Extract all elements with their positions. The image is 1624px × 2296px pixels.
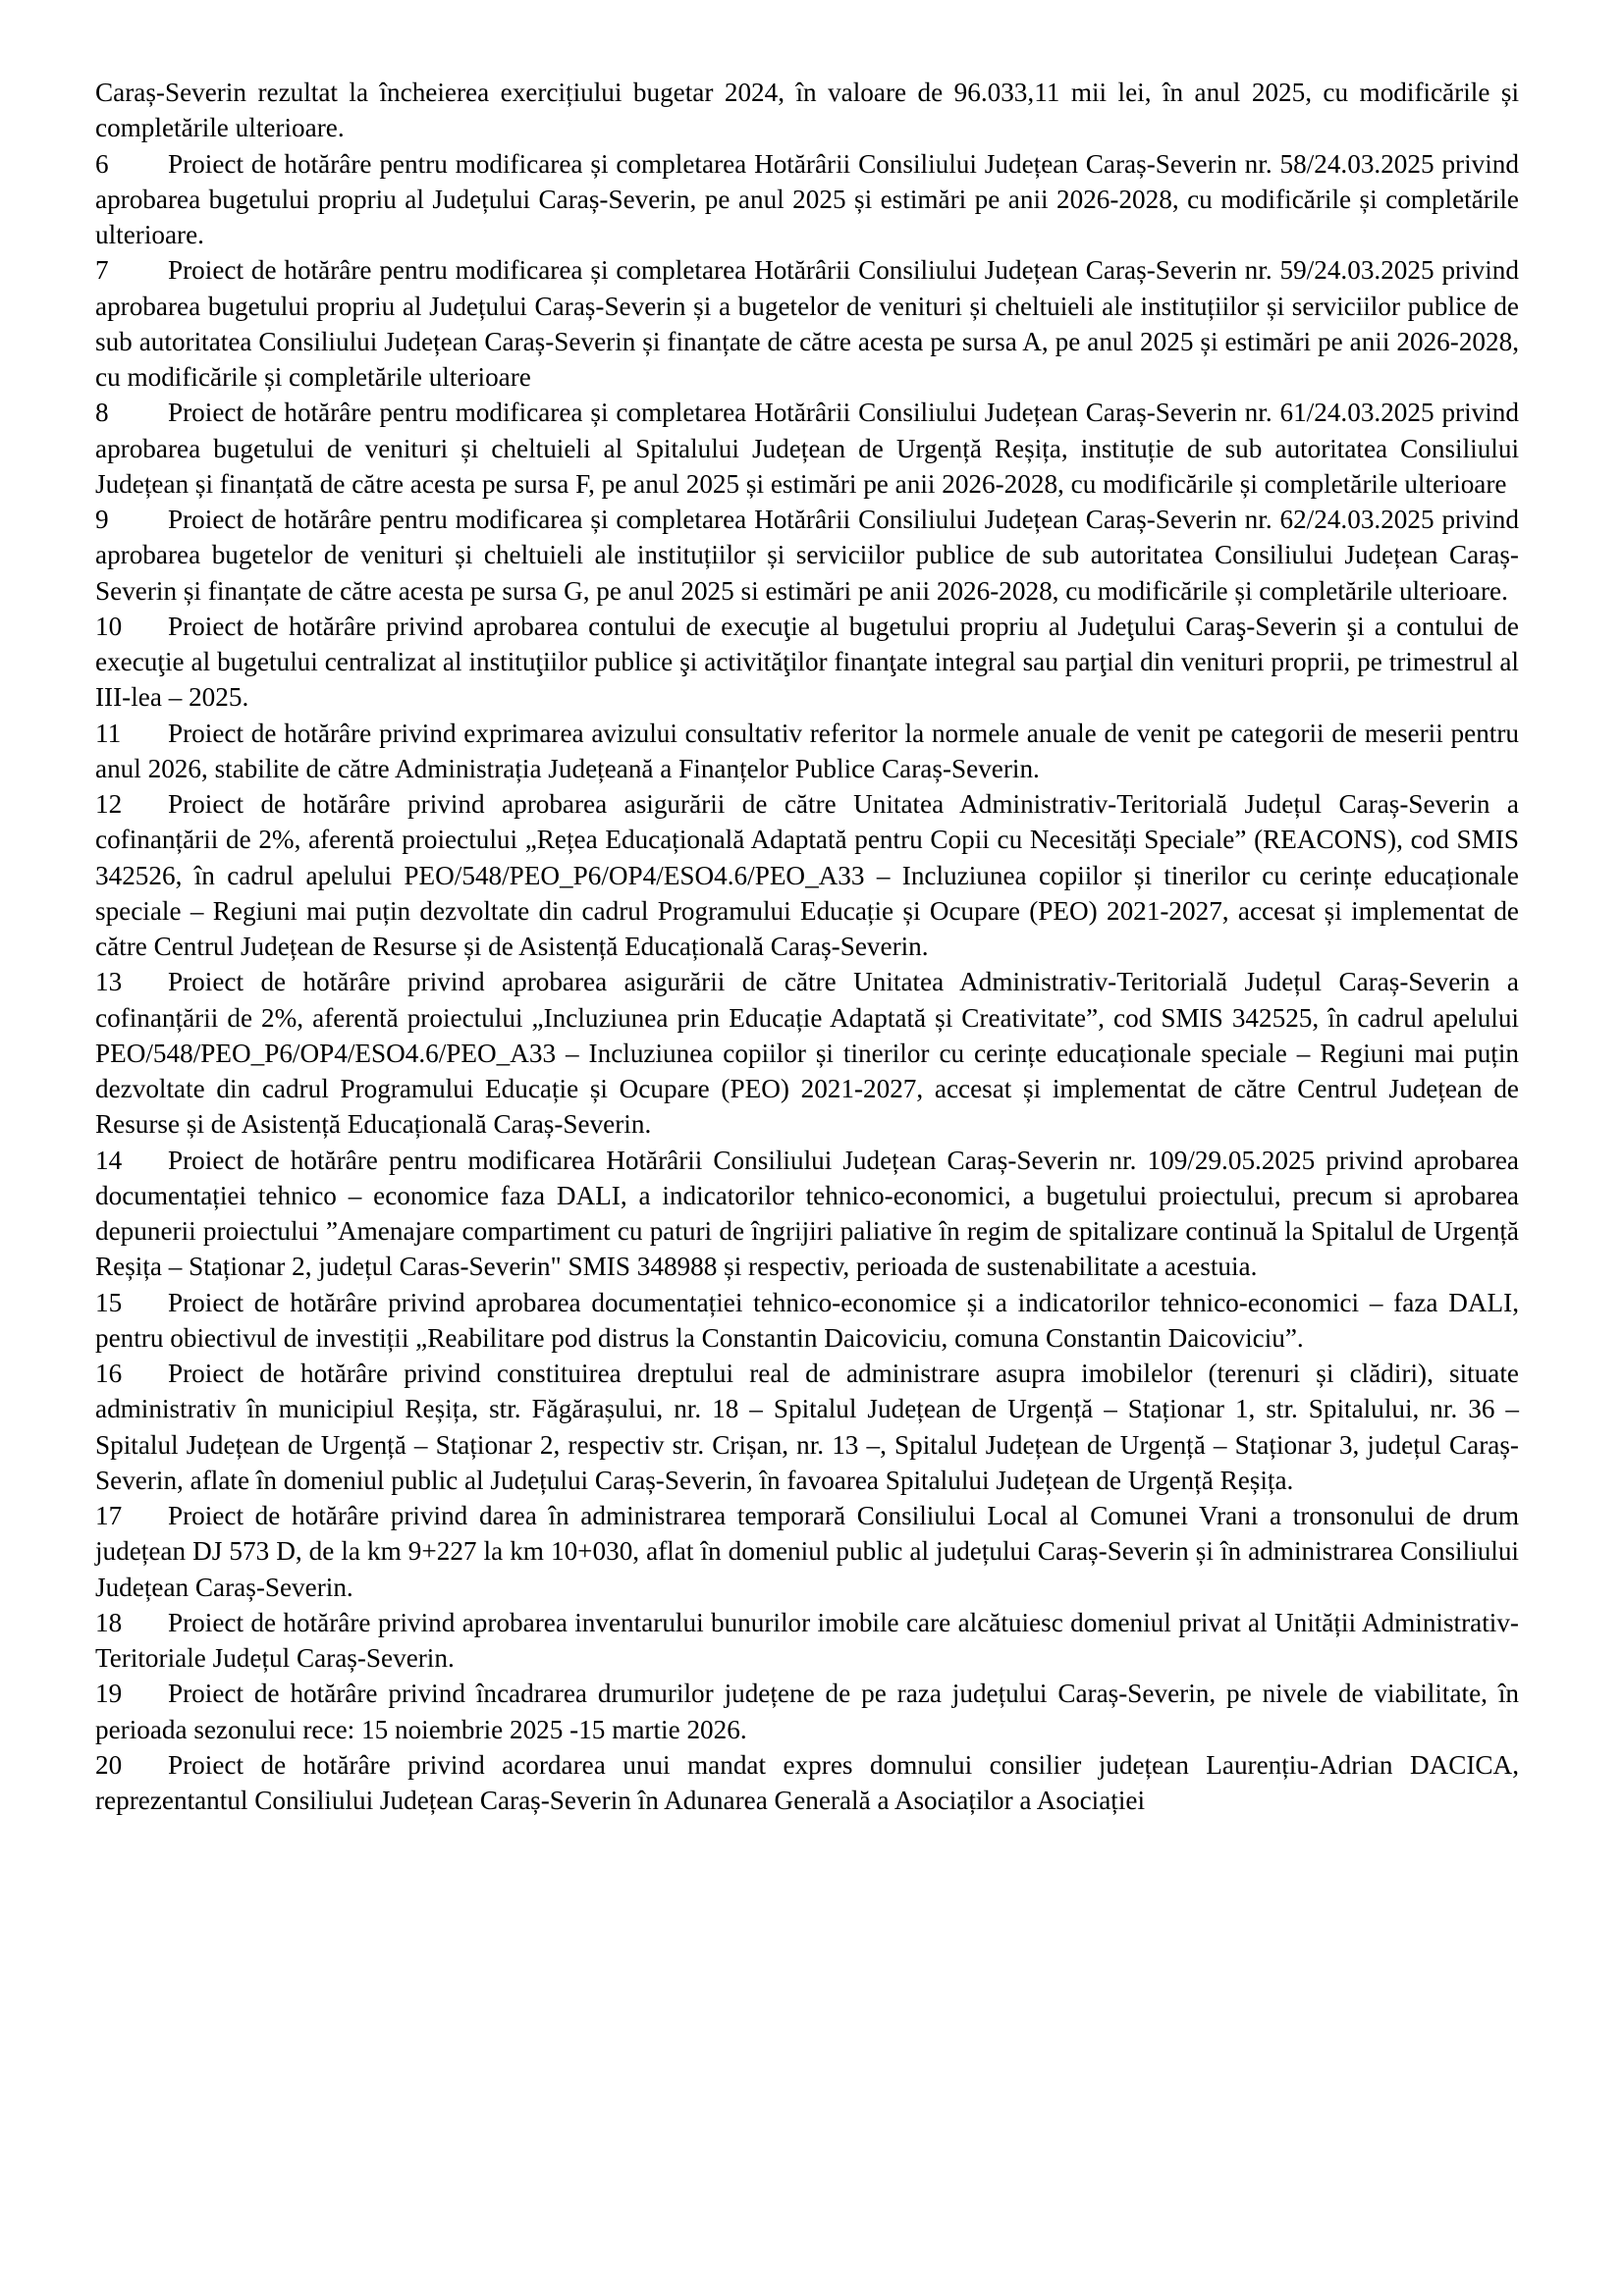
agenda-item-18: [95, 1605, 1519, 1677]
item-text: Proiect de hotărâre pentru modificarea Hotărârii Consiliului Județean Caraș-Severin nr. 109/29.05.2025 privind aprobarea documentației tehnico – economice faza DALI, a indicatorilor tehnico-economici, a bugetului proiectului, precum si aprobarea depunerii proiectului ”Amenajare compartiment cu paturi de îngrijiri paliative în regim de spitalizare continuă la Spitalul de Urgență Reșița – Staționar 2, județul Caras-Severin" SMIS 348988 și respectiv, perioada de sustenabilitate a acestuia.: [95, 1145, 1519, 1282]
agenda-item-6: [95, 146, 1519, 253]
item-number: 20: [95, 1749, 123, 1780]
agenda-item-10: [95, 609, 1519, 716]
agenda-item-13: [95, 964, 1519, 1142]
item-text: Proiect de hotărâre pentru modificarea și completarea Hotărârii Consiliului Județean Caraș-Severin nr. 61/24.03.2025 privind aprobarea bugetului de venituri și cheltuieli al Spitalului Județean de Urgență Reșița, instituție de sub autoritatea Consiliului Județean și finanțată de către acesta pe sursa F, pe anul 2025 și estimări pe anii 2026-2028, cu modificările și completările ulterioare: [95, 398, 1519, 499]
item-text: Proiect de hotărâre privind aprobarea contului de execuţie al bugetului propriu al Judeţului Caraş-Severin şi a contului de execuţie al bugetului centralizat al instituţiilor publice şi activităţilor finanţate integral sau parţial din venituri proprii, pe trimestrul al III-lea – 2025.: [95, 611, 1519, 713]
item-text: Proiect de hotărâre pentru modificarea și completarea Hotărârii Consiliului Județean Caraș-Severin nr. 58/24.03.2025 privind aprobarea bugetului propriu al Județului Caraș-Severin, pe anul 2025 și estimări pe anii 2026-2028, cu modificările și completările ulterioare.: [95, 148, 1519, 249]
item-text: Proiect de hotărâre privind darea în administrarea temporară Consiliului Local al Comunei Vrani a tronsonului de drum județean DJ 573 D, de la km 9+227 la km 10+030, aflat în domeniul public al județului Caraș-Severin și în administrarea Consiliului Județean Caraș-Severin.: [95, 1501, 1519, 1602]
item-number: 10: [95, 611, 123, 641]
agenda-item-16: [95, 1356, 1519, 1498]
item-number: 16: [95, 1359, 123, 1388]
item-text: Proiect de hotărâre privind aprobarea documentației tehnico-economice și a indicatorilor tehnico-economici – faza DALI, pentru obiectivul de investiții „Reabilitare pod distrus la Constantin Daicoviciu, comuna Constantin Daicoviciu”.: [95, 1287, 1519, 1353]
agenda-item-12: [95, 786, 1519, 964]
agenda-item-7: [95, 252, 1519, 395]
agenda-item-8: [95, 395, 1519, 502]
agenda-item-14: [95, 1143, 1519, 1285]
document-page: [95, 75, 1519, 1818]
item-text: Proiect de hotărâre pentru modificarea și completarea Hotărârii Consiliului Județean Caraș-Severin nr. 62/24.03.2025 privind aprobarea bugetelor de venituri și cheltuieli ale instituțiilor și serviciilor publice de sub autoritatea Consiliului Județean Caraș-Severin și finanțate de către acesta pe sursa G, pe anul 2025 si estimări pe anii 2026-2028, cu modificările și completările ulterioare.: [95, 505, 1519, 606]
item-number: 6: [95, 148, 109, 179]
item-number: 12: [95, 789, 123, 819]
item-text: Proiect de hotărâre privind aprobarea asigurării de către Unitatea Administrativ-Teritorială Județul Caraș-Severin a cofinanțării de 2%, aferentă proiectului „Rețea Educațională Adaptată pentru Copii cu Necesități Speciale” (REACONS), cod SMIS 342526, în cadrul apelului PEO/548/PEO_P6/OP4/ESO4.6/PEO_A33 – Incluziunea copiilor și tinerilor cu cerințe educaționale speciale – Regiuni mai puțin dezvoltate din cadrul Programului Educație și Ocupare (PEO) 2021-2027, accesat și implementat de către Centrul Județean de Resurse și de Asistență Educațională Caraș-Severin.: [95, 789, 1519, 961]
item-text: Proiect de hotărâre privind constituirea dreptului real de administrare asupra imobilelor (terenuri și clădiri), situate administrativ în municipiul Reșița, str. Făgărașului, nr. 18 – Spitalul Județean de Urgență – Staționar 1, str. Spitalului, nr. 36 – Spitalul Județean de Urgență – Staționar 2, respectiv str. Crișan, nr. 13 –, Spitalul Județean de Urgență – Staționar 3, județul Caraș-Severin, aflate în domeniul public al Județului Caraș-Severin, în favoarea Spitalului Județean de Urgență Reșița.: [95, 1359, 1519, 1495]
item-number: 11: [95, 718, 122, 748]
agenda-item-11: [95, 716, 1519, 787]
continuation-paragraph: Caraș-Severin rezultat la încheierea exercițiului bugetar 2024, în valoare de 96.033,11 mii lei, în anul 2025, cu modificările și completările ulterioare.: [95, 78, 1519, 143]
item-text: Proiect de hotărâre privind încadrarea drumurilor județene de pe raza județului Caraș-Severin, pe nivele de viabilitate, în perioada sezonului rece: 15 noiembrie 2025 -15 martie 2026.: [95, 1679, 1519, 1744]
agenda-item-19: [95, 1676, 1519, 1747]
item-number: 18: [95, 1607, 123, 1637]
item-number: 9: [95, 505, 109, 534]
item-text: Proiect de hotărâre privind aprobarea asigurării de către Unitatea Administrativ-Teritorială Județul Caraș-Severin a cofinanțării de 2%, aferentă proiectului „Incluziunea prin Educație Adaptată și Creativitate”, cod SMIS 342525, în cadrul apelului PEO/548/PEO_P6/OP4/ESO4.6/PEO_A33 – Incluziunea copiilor și tinerilor cu cerințe educaționale speciale – Regiuni mai puțin dezvoltate din cadrul Programului Educație și Ocupare (PEO) 2021-2027, accesat și implementat de către Centrul Județean de Resurse și de Asistență Educațională Caraș-Severin.: [95, 967, 1519, 1140]
agenda-item-20: [95, 1747, 1519, 1819]
item-number: 7: [95, 255, 109, 286]
agenda-item-9: [95, 502, 1519, 609]
item-number: 14: [95, 1145, 123, 1175]
item-text: Proiect de hotărâre privind acordarea unui mandat expres domnului consilier județean Laurențiu-Adrian DACICA, reprezentantul Consiliului Județean Caraș-Severin în Adunarea Generală a Asociaților a Asociației: [95, 1749, 1519, 1815]
agenda-item-15: [95, 1285, 1519, 1357]
item-text: Proiect de hotărâre pentru modificarea și completarea Hotărârii Consiliului Județean Caraș-Severin nr. 59/24.03.2025 privind aprobarea bugetului propriu al Județului Caraș-Severin și a bugetelor de venituri și cheltuieli ale instituțiilor și serviciilor publice de sub autoritatea Consiliului Județean Caraș-Severin și finanțate de către acesta pe sursa A, pe anul 2025 și estimări pe anii 2026-2028, cu modificările și completările ulterioare: [95, 255, 1519, 392]
item-number: 15: [95, 1287, 123, 1317]
item-number: 19: [95, 1679, 123, 1709]
item-number: 13: [95, 967, 123, 997]
item-text: Proiect de hotărâre privind exprimarea avizului consultativ referitor la normele anuale de venit pe categorii de meserii pentru anul 2026, stabilite de către Administrația Județeană a Finanțelor Publice Caraș-Severin.: [95, 718, 1519, 783]
item-text: Proiect de hotărâre privind aprobarea inventarului bunurilor imobile care alcătuiesc domeniul privat al Unității Administrativ-Teritoriale Județul Caraș-Severin.: [95, 1607, 1519, 1673]
item-number: 8: [95, 398, 109, 428]
agenda-item-17: [95, 1498, 1519, 1605]
item-number: 17: [95, 1501, 123, 1530]
